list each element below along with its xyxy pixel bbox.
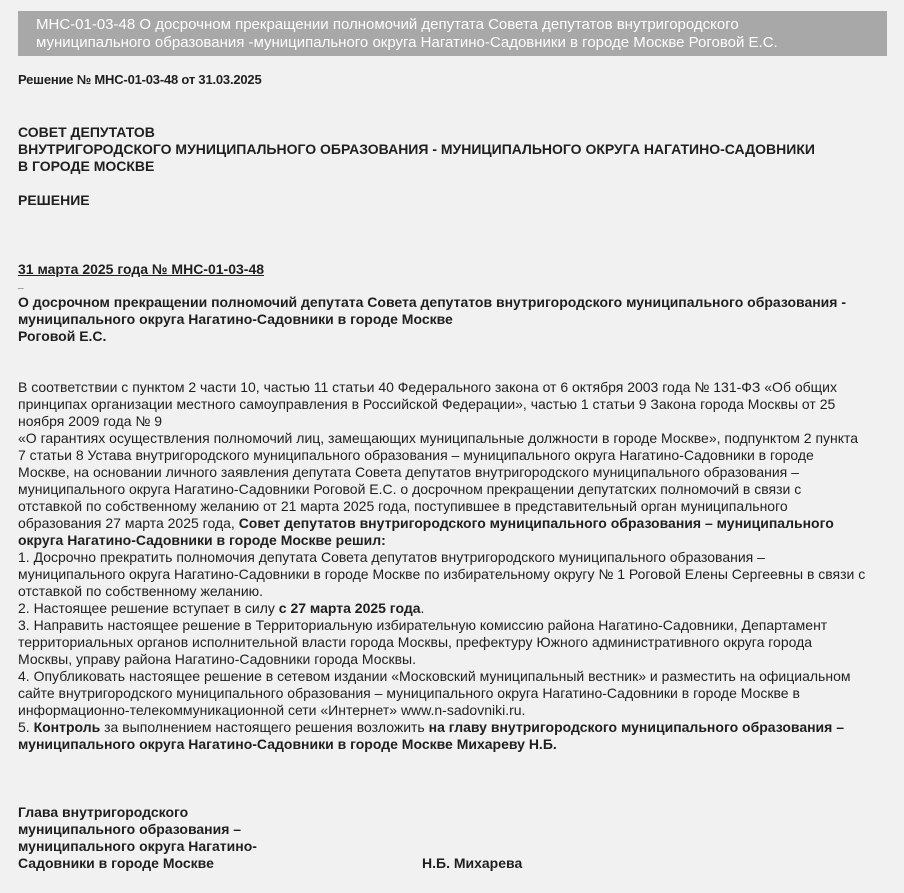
body-line: информационно-телекоммуникационной сети «Интернет» www.n-sadovniki.ru. bbox=[18, 702, 526, 718]
body-line: Москвы, управу района Нагатино-Садовники города Москвы. bbox=[18, 651, 417, 667]
council-heading-line-3: В ГОРОДЕ МОСКВЕ bbox=[18, 158, 155, 174]
body-line: отставкой по собственному желанию. bbox=[18, 583, 264, 599]
body-line bbox=[18, 600, 890, 617]
council-heading bbox=[18, 124, 815, 175]
body-line: 4. Опубликовать настоящее решение в сетевом издании «Московский муниципальный вестник» и разместить на официальном bbox=[18, 668, 851, 684]
subject-line-3: Роговой Е.С. bbox=[18, 328, 107, 344]
decision-heading: РЕШЕНИЕ bbox=[18, 192, 90, 208]
body-line: 1. Досрочно прекратить полномочия депутата Совета депутатов внутригородского муниципального образования – bbox=[18, 549, 765, 565]
resolution-heading-cont: округа Нагатино-Садовники в городе Москве решил: bbox=[18, 532, 386, 548]
body-line: 7 статьи 8 Устава внутригородского муниципального образования – муниципального округа Нагатино-Садовники в городе bbox=[18, 447, 814, 463]
signature-title-line: муниципального образования – bbox=[18, 821, 242, 837]
subject-line-1: О досрочном прекращении полномочий депутата Совета депутатов внутригородского муниципального образования - bbox=[18, 294, 847, 310]
council-heading-line-1: СОВЕТ ДЕПУТАТОВ bbox=[18, 124, 155, 140]
decision-reference: Решение № МНС-01-03-48 от 31.03.2025 bbox=[18, 72, 262, 87]
body-line bbox=[18, 736, 890, 753]
body-line: 3. Направить настоящее решение в Территориальную избирательную комиссию района Нагатино-Садовники, Департамент bbox=[18, 617, 828, 633]
control-assignee: на главу внутригородского муниципального образования – bbox=[428, 719, 845, 735]
document-title-bar bbox=[18, 11, 887, 56]
body-text-plain: 2. Настоящее решение вступает в силу bbox=[18, 600, 279, 616]
body-line: принципах организации местного самоуправления в Российской Федерации», частью 1 статьи 9 Закона города Москвы от 25 bbox=[18, 396, 836, 412]
body-text-plain: . bbox=[420, 600, 425, 616]
body-line: «О гарантиях осуществления полномочий лиц, замещающих муниципальные должности в городе Москве», подпунктом 2 пункта bbox=[18, 430, 859, 446]
body-line: муниципального округа Нагатино-Садовники в городе Москве по избирательному округу № 1 Роговой Елены Сергеевны в связи с bbox=[18, 566, 866, 582]
body-line bbox=[18, 515, 890, 532]
signature-title-line: муниципального округа Нагатино- bbox=[18, 838, 257, 854]
decision-subject bbox=[18, 294, 878, 345]
body-text-plain: за выполнением настоящего решения возложить bbox=[100, 719, 429, 735]
signature-title-line: Садовники в городе Москве bbox=[18, 855, 214, 871]
separator-mark: _ bbox=[18, 279, 24, 290]
body-text-plain: образования 27 марта 2025 года, bbox=[18, 515, 239, 531]
body-line: ноября 2009 года № 9 bbox=[18, 413, 163, 429]
body-text-plain: 5. bbox=[18, 719, 34, 735]
body-line: Москве, на основании личного заявления депутата Совета депутатов внутригородского муниципального образования – bbox=[18, 464, 799, 480]
council-heading-line-2: ВНУТРИГОРОДСКОГО МУНИЦИПАЛЬНОГО ОБРАЗОВАНИЯ - МУНИЦИПАЛЬНОГО ОКРУГА НАГАТИНО-САДОВНИКИ bbox=[18, 141, 815, 157]
body-line bbox=[18, 719, 890, 736]
body-line: отставкой по собственному желанию от 21 марта 2025 года, поступившее в представительный орган муниципального bbox=[18, 498, 788, 514]
signature-title bbox=[18, 804, 257, 872]
body-line: В соответствии с пунктом 2 части 10, частью 11 статьи 40 Федерального закона от 6 октября 2003 года № 131-ФЗ «Об общих bbox=[18, 379, 837, 395]
decision-date-number: 31 марта 2025 года № МНС-01-03-48 bbox=[18, 261, 265, 277]
control-word: Контроль bbox=[33, 719, 101, 735]
signatory-name: Н.Б. Михарева bbox=[422, 855, 523, 871]
control-assignee-cont: муниципального округа Нагатино-Садовники в городе Москве Михареву Н.Б. bbox=[18, 736, 557, 752]
subject-line-2: муниципального округа Нагатино-Садовники в городе Москве bbox=[18, 311, 453, 327]
signature-title-line: Глава внутригородского bbox=[18, 804, 189, 820]
document-title-line-2: муниципального образования -муниципального округа Нагатино-Садовники в городе Москве Роговой Е.С. bbox=[36, 34, 778, 51]
body-line: территориальных органов исполнительной власти города Москвы, префектуру Южного административного округа города bbox=[18, 634, 813, 650]
document-title-line-1: МНС-01-03-48 О досрочном прекращении полномочий депутата Совета депутатов внутригородского bbox=[36, 16, 739, 33]
resolution-heading: Совет депутатов внутригородского муниципального образования – муниципального bbox=[238, 515, 834, 531]
decision-body bbox=[18, 379, 890, 753]
body-line: сайте внутригородского муниципального образования – муниципального округа Нагатино-Садовники в городе Москве в bbox=[18, 685, 800, 701]
body-line bbox=[18, 532, 890, 549]
body-line: муниципального округа Нагатино-Садовники Роговой Е.С. о досрочном прекращении депутатских полномочий в связи с bbox=[18, 481, 802, 497]
effective-date: с 27 марта 2025 года bbox=[278, 600, 421, 616]
